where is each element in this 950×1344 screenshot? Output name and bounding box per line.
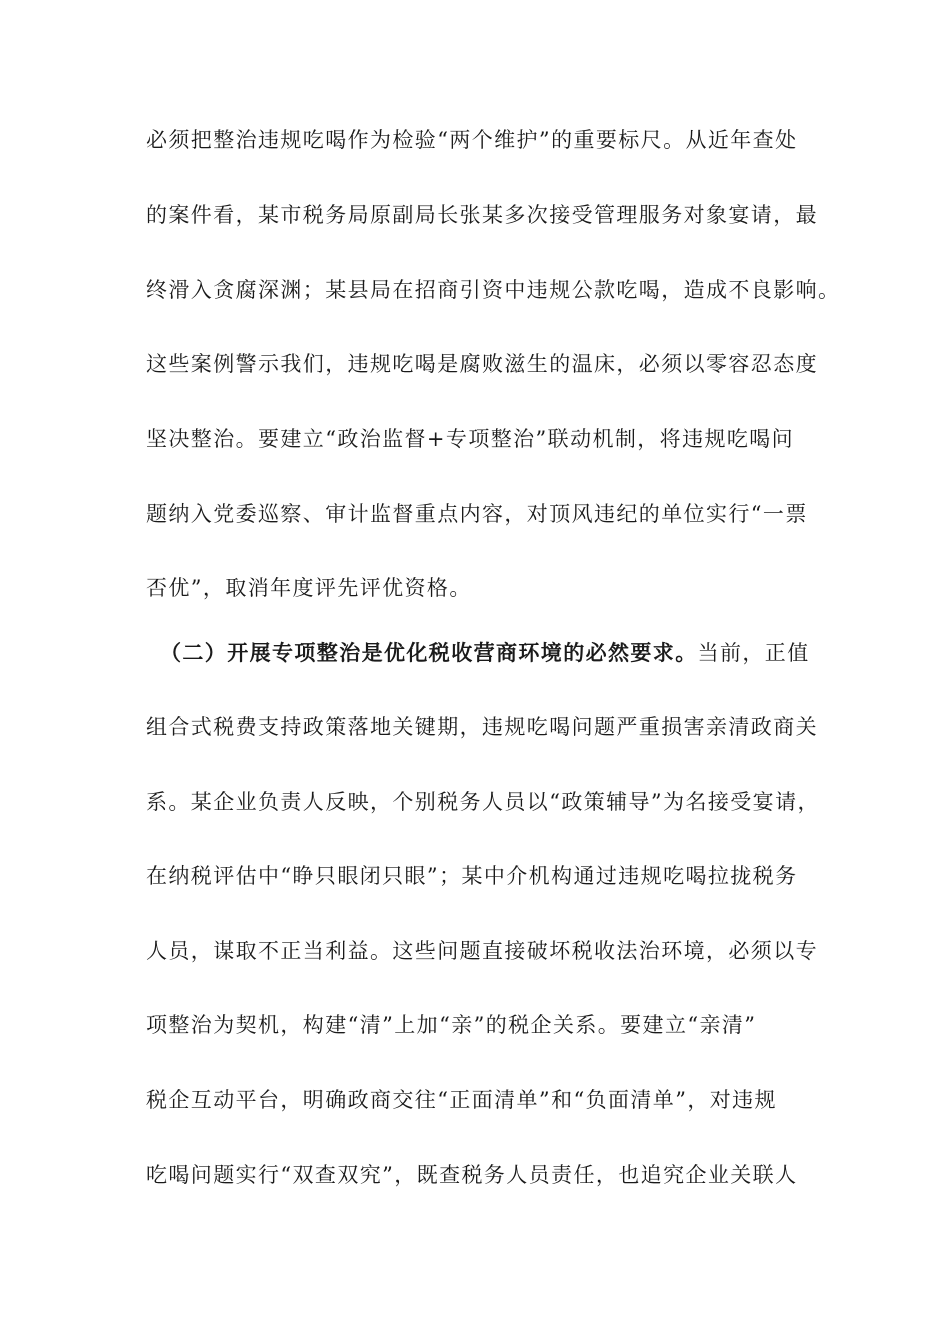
paragraph-line: 坚决整治。要建立“政治监督+专项整治”联动机制，将违规吃喝问 [146, 427, 795, 451]
paragraph-line: 否优”，取消年度评先评优资格。 [146, 576, 472, 600]
paragraph-line: 组合式税费支持政策落地关键期，违规吃喝问题严重损害亲清政商关 [146, 715, 818, 739]
section-heading-line [160, 633, 840, 673]
paragraph-line: 在纳税评估中“睁只眼闭只眼”；某中介机构通过违规吃喝拉拢税务 [146, 864, 798, 888]
paragraph-line: 吃喝问题实行“双查双究”，既查税务人员责任，也追究企业关联人 [146, 1163, 798, 1187]
paragraph-line: 终滑入贪腐深渊；某县局在招商引资中违规公款吃喝，造成不良影响。 [146, 278, 841, 302]
paragraph-line: 的案件看，某市税务局原副局长张某多次接受管理服务对象宴请，最 [146, 203, 818, 227]
paragraph-line: 系。某企业负责人反映，个别税务人员以“政策辅导”为名接受宴请， [146, 790, 820, 814]
paragraph-text: 当前，正值 [697, 641, 810, 665]
section-heading: （二）开展专项整治是优化税收营商环境的必然要求。 [160, 640, 698, 665]
paragraph-line: 必须把整治违规吃喝作为检验“两个维护”的重要标尺。从近年查处 [146, 128, 798, 152]
paragraph-line: 这些案例警示我们，违规吃喝是腐败滋生的温床，必须以零容忍态度 [146, 352, 818, 376]
paragraph-line: 人员，谋取不正当利益。这些问题直接破坏税收法治环境，必须以专 [146, 939, 818, 963]
paragraph-line: 项整治为契机，构建“清”上加“亲”的税企关系。要建立“亲清” [146, 1013, 757, 1037]
paragraph-line: 题纳入党委巡察、审计监督重点内容，对顶风违纪的单位实行“一票 [146, 502, 808, 526]
paragraph-line: 税企互动平台，明确政商交往“正面清单”和“负面清单”，对违规 [146, 1088, 777, 1112]
